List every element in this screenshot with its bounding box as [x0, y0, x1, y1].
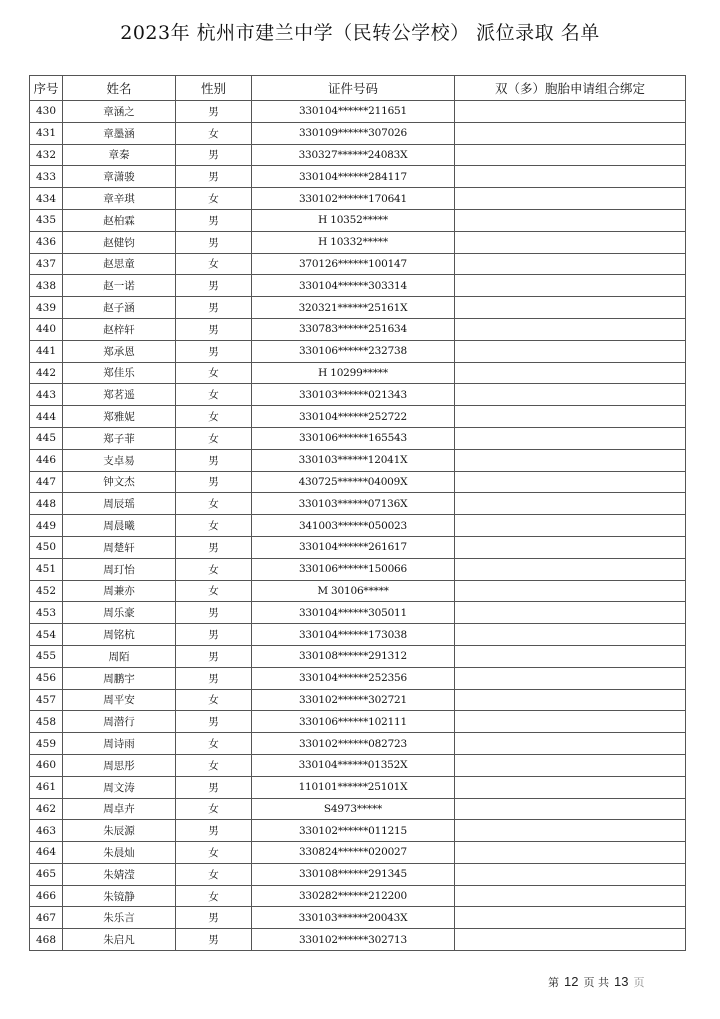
cell-id: 341003******050023: [252, 515, 455, 537]
cell-name: 周玎怡: [63, 558, 176, 580]
cell-id: M 30106*****: [252, 580, 455, 602]
cell-id: 330102******011215: [252, 820, 455, 842]
footer-prefix: 第: [548, 976, 559, 989]
table-header-row: [30, 76, 686, 101]
cell-seq: 448: [30, 493, 63, 515]
table-row: [30, 754, 686, 776]
cell-id: 330102******082723: [252, 733, 455, 755]
cell-seq: 437: [30, 253, 63, 275]
cell-twin-binding: [455, 493, 686, 515]
cell-gender: 男: [176, 820, 252, 842]
cell-gender: 男: [176, 929, 252, 951]
cell-gender: 男: [176, 624, 252, 646]
cell-seq: 466: [30, 885, 63, 907]
cell-gender: 男: [176, 711, 252, 733]
cell-name: 周卓卉: [63, 798, 176, 820]
cell-seq: 444: [30, 406, 63, 428]
cell-seq: 463: [30, 820, 63, 842]
cell-twin-binding: [455, 536, 686, 558]
table-row: [30, 711, 686, 733]
cell-id: H 10332*****: [252, 231, 455, 253]
cell-name: 郑雅妮: [63, 406, 176, 428]
table-row: [30, 820, 686, 842]
cell-id: 330106******232738: [252, 340, 455, 362]
cell-seq: 468: [30, 929, 63, 951]
cell-seq: 462: [30, 798, 63, 820]
cell-seq: 457: [30, 689, 63, 711]
table-row: [30, 122, 686, 144]
cell-name: 周楚轩: [63, 536, 176, 558]
table-row: [30, 624, 686, 646]
table-row: [30, 776, 686, 798]
cell-name: 周乐豪: [63, 602, 176, 624]
cell-name: 周思彤: [63, 754, 176, 776]
table-row: [30, 493, 686, 515]
table-row: [30, 907, 686, 929]
cell-seq: 460: [30, 754, 63, 776]
cell-id: 330104******284117: [252, 166, 455, 188]
cell-gender: 男: [176, 166, 252, 188]
cell-name: 周平安: [63, 689, 176, 711]
table-row: [30, 253, 686, 275]
cell-name: 周陌: [63, 645, 176, 667]
cell-seq: 439: [30, 297, 63, 319]
page-footer: [548, 974, 644, 990]
cell-id: 330108******291312: [252, 645, 455, 667]
cell-seq: 467: [30, 907, 63, 929]
cell-gender: 男: [176, 776, 252, 798]
cell-name: 赵柏霖: [63, 209, 176, 231]
cell-name: 钟文杰: [63, 471, 176, 493]
cell-twin-binding: [455, 101, 686, 123]
cell-twin-binding: [455, 275, 686, 297]
header-gender: 性别: [176, 76, 252, 101]
table-body: [30, 101, 686, 951]
cell-id: 330327******24083X: [252, 144, 455, 166]
cell-twin-binding: [455, 427, 686, 449]
cell-seq: 458: [30, 711, 63, 733]
table-row: [30, 275, 686, 297]
cell-id: S4973*****: [252, 798, 455, 820]
cell-seq: 459: [30, 733, 63, 755]
table-row: [30, 929, 686, 951]
header-seq: 序号: [30, 76, 63, 101]
cell-id: 330824******020027: [252, 842, 455, 864]
cell-name: 朱婧滢: [63, 863, 176, 885]
cell-id: H 10352*****: [252, 209, 455, 231]
cell-name: 朱辰源: [63, 820, 176, 842]
cell-gender: 男: [176, 471, 252, 493]
cell-gender: 女: [176, 362, 252, 384]
cell-seq: 433: [30, 166, 63, 188]
cell-id: 330104******173038: [252, 624, 455, 646]
cell-id: 330104******211651: [252, 101, 455, 123]
cell-gender: 女: [176, 253, 252, 275]
table-row: [30, 580, 686, 602]
cell-seq: 464: [30, 842, 63, 864]
cell-id: 330102******302721: [252, 689, 455, 711]
table-row: [30, 689, 686, 711]
cell-gender: 女: [176, 122, 252, 144]
table-row: [30, 558, 686, 580]
cell-twin-binding: [455, 820, 686, 842]
cell-name: 赵子涵: [63, 297, 176, 319]
cell-name: 周铭杭: [63, 624, 176, 646]
cell-gender: 女: [176, 754, 252, 776]
cell-id: 330109******307026: [252, 122, 455, 144]
cell-twin-binding: [455, 580, 686, 602]
cell-id: 330104******303314: [252, 275, 455, 297]
cell-twin-binding: [455, 558, 686, 580]
table-row: [30, 340, 686, 362]
cell-seq: 465: [30, 863, 63, 885]
cell-name: 郑佳乐: [63, 362, 176, 384]
cell-id: 370126******100147: [252, 253, 455, 275]
cell-twin-binding: [455, 863, 686, 885]
cell-twin-binding: [455, 209, 686, 231]
cell-gender: 男: [176, 275, 252, 297]
cell-id: 330104******01352X: [252, 754, 455, 776]
cell-gender: 女: [176, 384, 252, 406]
cell-name: 章辛琪: [63, 188, 176, 210]
cell-name: 朱镜静: [63, 885, 176, 907]
cell-gender: 男: [176, 297, 252, 319]
cell-twin-binding: [455, 406, 686, 428]
cell-name: 章潇骏: [63, 166, 176, 188]
cell-id: 330783******251634: [252, 318, 455, 340]
cell-twin-binding: [455, 144, 686, 166]
cell-twin-binding: [455, 318, 686, 340]
cell-seq: 443: [30, 384, 63, 406]
cell-gender: 男: [176, 645, 252, 667]
cell-gender: 女: [176, 406, 252, 428]
cell-seq: 452: [30, 580, 63, 602]
cell-gender: 男: [176, 318, 252, 340]
cell-seq: 450: [30, 536, 63, 558]
cell-gender: 女: [176, 558, 252, 580]
cell-twin-binding: [455, 907, 686, 929]
cell-twin-binding: [455, 842, 686, 864]
total-page-number: 13: [613, 974, 629, 989]
cell-seq: 455: [30, 645, 63, 667]
cell-gender: 男: [176, 209, 252, 231]
table-row: [30, 515, 686, 537]
cell-twin-binding: [455, 188, 686, 210]
cell-seq: 453: [30, 602, 63, 624]
cell-name: 周文涛: [63, 776, 176, 798]
cell-seq: 441: [30, 340, 63, 362]
cell-id: H 10299*****: [252, 362, 455, 384]
cell-name: 郑承恩: [63, 340, 176, 362]
footer-suffix: 页: [633, 976, 645, 989]
cell-twin-binding: [455, 733, 686, 755]
table-row: [30, 384, 686, 406]
cell-seq: 440: [30, 318, 63, 340]
cell-gender: 女: [176, 515, 252, 537]
cell-twin-binding: [455, 645, 686, 667]
table-row: [30, 863, 686, 885]
table-row: [30, 101, 686, 123]
cell-gender: 女: [176, 842, 252, 864]
cell-name: 章秦: [63, 144, 176, 166]
footer-middle: 页 共: [583, 976, 609, 989]
cell-id: 330103******12041X: [252, 449, 455, 471]
cell-gender: 女: [176, 689, 252, 711]
cell-seq: 445: [30, 427, 63, 449]
table-row: [30, 209, 686, 231]
cell-id: 330102******170641: [252, 188, 455, 210]
cell-id: 330103******07136X: [252, 493, 455, 515]
cell-id: 330104******252356: [252, 667, 455, 689]
cell-seq: 430: [30, 101, 63, 123]
current-page-number: 12: [564, 974, 579, 989]
cell-gender: 女: [176, 188, 252, 210]
table-row: [30, 733, 686, 755]
cell-gender: 女: [176, 733, 252, 755]
cell-id: 330282******212200: [252, 885, 455, 907]
cell-twin-binding: [455, 624, 686, 646]
table-row: [30, 318, 686, 340]
cell-seq: 436: [30, 231, 63, 253]
cell-id: 330108******291345: [252, 863, 455, 885]
table-row: [30, 406, 686, 428]
cell-id: 330102******302713: [252, 929, 455, 951]
table-row: [30, 166, 686, 188]
cell-name: 赵思童: [63, 253, 176, 275]
cell-twin-binding: [455, 689, 686, 711]
table-row: [30, 471, 686, 493]
cell-id: 330104******305011: [252, 602, 455, 624]
cell-id: 330106******150066: [252, 558, 455, 580]
table-row: [30, 536, 686, 558]
cell-name: 郑茗遥: [63, 384, 176, 406]
cell-gender: 男: [176, 449, 252, 471]
cell-id: 330103******021343: [252, 384, 455, 406]
cell-twin-binding: [455, 711, 686, 733]
cell-id: 320321******25161X: [252, 297, 455, 319]
cell-seq: 432: [30, 144, 63, 166]
cell-seq: 454: [30, 624, 63, 646]
header-twin-binding: 双（多）胞胎申请组合绑定: [455, 76, 686, 101]
cell-name: 郑子菲: [63, 427, 176, 449]
cell-name: 章墨涵: [63, 122, 176, 144]
cell-twin-binding: [455, 297, 686, 319]
cell-name: 周辰瑶: [63, 493, 176, 515]
cell-twin-binding: [455, 253, 686, 275]
cell-name: 周兼亦: [63, 580, 176, 602]
cell-twin-binding: [455, 471, 686, 493]
cell-name: 朱乐言: [63, 907, 176, 929]
cell-name: 周晨曦: [63, 515, 176, 537]
cell-name: 周鹏宇: [63, 667, 176, 689]
cell-gender: 女: [176, 798, 252, 820]
cell-gender: 男: [176, 340, 252, 362]
cell-twin-binding: [455, 340, 686, 362]
cell-seq: 435: [30, 209, 63, 231]
cell-name: 支卓易: [63, 449, 176, 471]
cell-name: 赵健钧: [63, 231, 176, 253]
cell-name: 章涵之: [63, 101, 176, 123]
cell-twin-binding: [455, 798, 686, 820]
cell-id: 330104******261617: [252, 536, 455, 558]
table-row: [30, 427, 686, 449]
cell-gender: 女: [176, 885, 252, 907]
cell-gender: 男: [176, 667, 252, 689]
table-row: [30, 602, 686, 624]
cell-name: 赵一诺: [63, 275, 176, 297]
cell-twin-binding: [455, 929, 686, 951]
admission-table: [29, 75, 686, 951]
cell-name: 周潜行: [63, 711, 176, 733]
table-row: [30, 667, 686, 689]
cell-gender: 女: [176, 493, 252, 515]
cell-gender: 男: [176, 602, 252, 624]
cell-name: 朱晨灿: [63, 842, 176, 864]
cell-id: 110101******25101X: [252, 776, 455, 798]
table-row: [30, 885, 686, 907]
table-row: [30, 297, 686, 319]
table-row: [30, 449, 686, 471]
cell-id: 330104******252722: [252, 406, 455, 428]
cell-seq: 451: [30, 558, 63, 580]
cell-twin-binding: [455, 449, 686, 471]
cell-twin-binding: [455, 231, 686, 253]
cell-twin-binding: [455, 776, 686, 798]
table-row: [30, 842, 686, 864]
cell-seq: 431: [30, 122, 63, 144]
cell-gender: 男: [176, 536, 252, 558]
cell-name: 朱启凡: [63, 929, 176, 951]
table-row: [30, 645, 686, 667]
cell-seq: 449: [30, 515, 63, 537]
table-row: [30, 188, 686, 210]
cell-seq: 461: [30, 776, 63, 798]
cell-twin-binding: [455, 885, 686, 907]
table-row: [30, 231, 686, 253]
header-id: 证件号码: [252, 76, 455, 101]
cell-twin-binding: [455, 166, 686, 188]
cell-id: 330106******165543: [252, 427, 455, 449]
cell-name: 周诗雨: [63, 733, 176, 755]
cell-gender: 男: [176, 101, 252, 123]
cell-twin-binding: [455, 384, 686, 406]
table-row: [30, 144, 686, 166]
cell-gender: 男: [176, 231, 252, 253]
cell-id: 330103******20043X: [252, 907, 455, 929]
cell-gender: 女: [176, 427, 252, 449]
page-title: 2023年 杭州市建兰中学（民转公学校） 派位录取 名单: [120, 22, 600, 44]
cell-seq: 442: [30, 362, 63, 384]
cell-gender: 男: [176, 907, 252, 929]
cell-seq: 438: [30, 275, 63, 297]
cell-twin-binding: [455, 754, 686, 776]
cell-id: 430725******04009X: [252, 471, 455, 493]
cell-twin-binding: [455, 515, 686, 537]
cell-twin-binding: [455, 122, 686, 144]
cell-gender: 女: [176, 580, 252, 602]
cell-twin-binding: [455, 362, 686, 384]
cell-seq: 456: [30, 667, 63, 689]
table-row: [30, 798, 686, 820]
cell-seq: 447: [30, 471, 63, 493]
cell-twin-binding: [455, 667, 686, 689]
cell-gender: 女: [176, 863, 252, 885]
table-row: [30, 362, 686, 384]
cell-id: 330106******102111: [252, 711, 455, 733]
header-name: 姓名: [63, 76, 176, 101]
cell-gender: 男: [176, 144, 252, 166]
cell-twin-binding: [455, 602, 686, 624]
cell-seq: 446: [30, 449, 63, 471]
cell-name: 赵梓轩: [63, 318, 176, 340]
cell-seq: 434: [30, 188, 63, 210]
